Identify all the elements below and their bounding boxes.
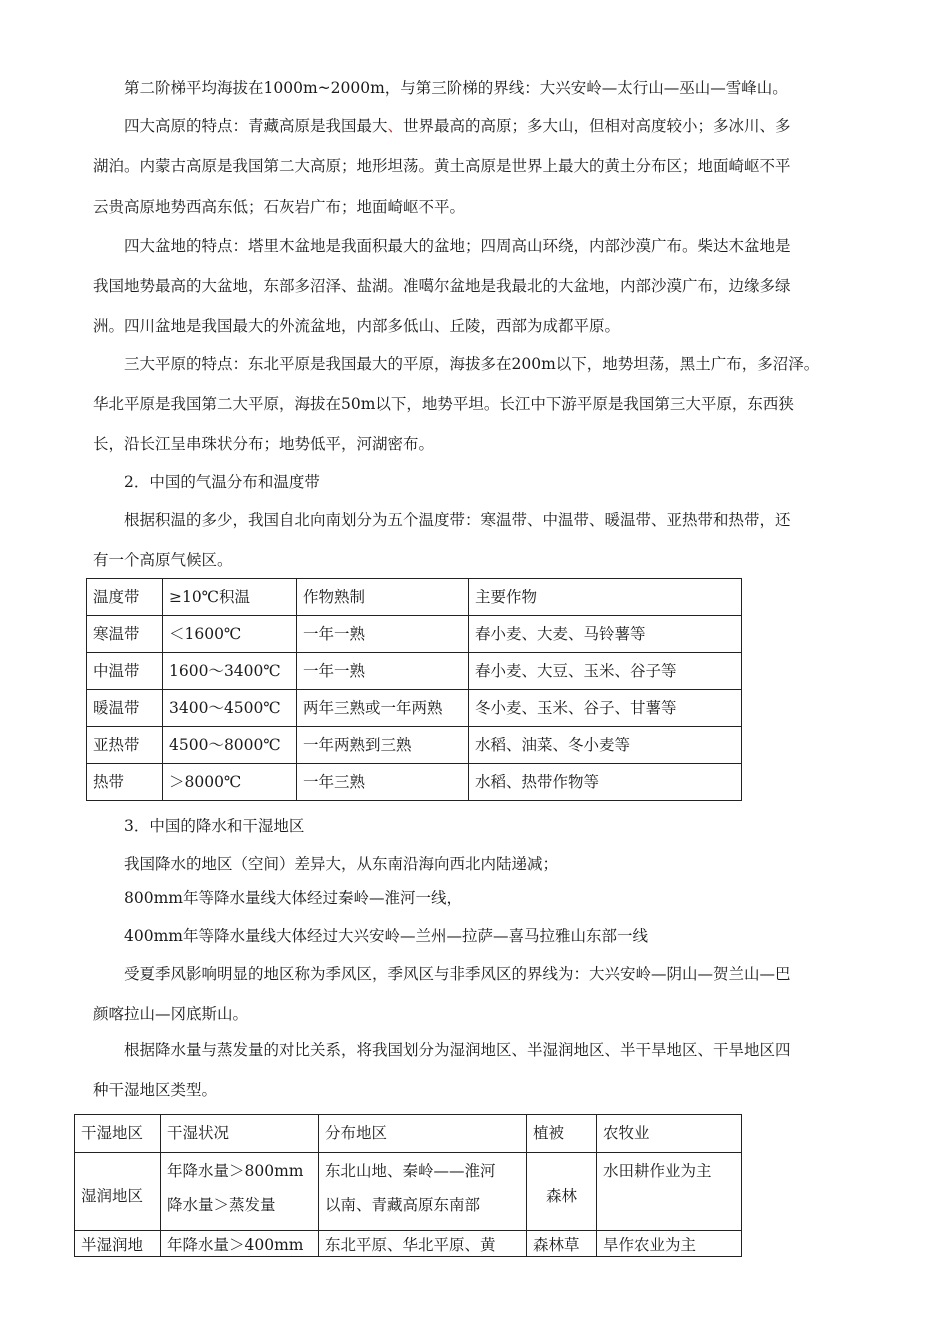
table-cell: 一年一熟 [297, 616, 469, 653]
plateaus-red-mark: 、 [387, 117, 404, 135]
table-cell: 年降水量＞400mm [161, 1231, 319, 1257]
paragraph-monsoon-line1: 受夏季风影响明显的地区称为季风区，季风区与非季风区的界线为：大兴安岭—阴山—贺兰山—巴 [124, 965, 791, 983]
paragraph-monsoon-line2: 颜喀拉山—冈底斯山。 [93, 1005, 249, 1023]
table-row [87, 690, 742, 727]
table-row [75, 1231, 742, 1257]
paragraph-plains-line2: 华北平原是我国第二大平原，海拔在50m以下，地势平坦。长江中下游平原是我国第三大平原，东西狭 [93, 395, 794, 413]
paragraph-400mm-line: 400mm年等降水量线大体经过大兴安岭—兰州—拉萨—喜马拉雅山东部一线 [124, 927, 648, 945]
paragraph-plateaus-line2: 湖泊。内蒙古高原是我国第二大高原；地形坦荡。黄土高原是世界上最大的黄土分布区；地面崎岖不平 [93, 157, 791, 175]
cell-line: 以南、青藏高原东南部 [325, 1196, 481, 1214]
table-cell: 水田耕作业为主 [597, 1153, 742, 1231]
table-row [87, 727, 742, 764]
plateaus-text-c: 世界最高的高原；多大山，但相对高度较小；多冰川、多 [403, 117, 791, 135]
table-header-cell: ≥10℃积温 [163, 579, 297, 616]
table-cell: 中温带 [87, 653, 163, 690]
table-cell: 半湿润地 [75, 1231, 161, 1257]
cell-line: 降水量＞蒸发量 [167, 1196, 276, 1214]
table-cell: 森林草 [527, 1231, 597, 1257]
cell-line: 东北山地、秦岭——淮河 [325, 1162, 496, 1180]
paragraph-temperature-zones-line1: 根据积温的多少，我国自北向南划分为五个温度带：寒温带、中温带、暖温带、亚热带和热带，还 [124, 511, 791, 529]
paragraph-plains-line3: 长，沿长江呈串珠状分布；地势低平，河湖密布。 [93, 435, 435, 453]
paragraph-temperature-zones-line2: 有一个高原气候区。 [93, 551, 233, 569]
paragraph-basins-line3: 洲。四川盆地是我国最大的外流盆地，内部多低山、丘陵，西部为成都平原。 [93, 317, 621, 335]
paragraph-800mm-line: 800mm年等降水量线大体经过秦岭—淮河一线， [124, 889, 462, 907]
table-cell: 水稻、油菜、冬小麦等 [469, 727, 742, 764]
table-cell: 亚热带 [87, 727, 163, 764]
table-header-row [87, 579, 742, 616]
table-cell: 一年一熟 [297, 653, 469, 690]
table-cell: 一年三熟 [297, 764, 469, 801]
table-header-cell: 分布地区 [319, 1115, 527, 1153]
table-cell: 冬小麦、玉米、谷子、甘薯等 [469, 690, 742, 727]
table-row [75, 1153, 742, 1231]
table-cell: 春小麦、大豆、玉米、谷子等 [469, 653, 742, 690]
table-cell: 旱作农业为主 [597, 1231, 742, 1257]
table-row [87, 764, 742, 801]
paragraph-dry-wet-line2: 种干湿地区类型。 [93, 1081, 218, 1099]
table-cell: ＞8000℃ [163, 764, 297, 801]
table-cell: 热带 [87, 764, 163, 801]
paragraph-dry-wet-line1: 根据降水量与蒸发量的对比关系，将我国划分为湿润地区、半湿润地区、半干旱地区、干旱地区四 [124, 1041, 791, 1059]
table-row [87, 653, 742, 690]
section-heading-precipitation: 3．中国的降水和干湿地区 [124, 817, 305, 835]
table-header-cell: 温度带 [87, 579, 163, 616]
table-cell [161, 1153, 319, 1231]
table-header-cell: 作物熟制 [297, 579, 469, 616]
table-cell: 寒温带 [87, 616, 163, 653]
table-header-row [75, 1115, 742, 1153]
plateaus-text-a: 四大高原的特点：青藏高原是我国最大 [124, 117, 388, 135]
table-cell: 水稻、热带作物等 [469, 764, 742, 801]
paragraph-second-step: 第二阶梯平均海拔在1000m~2000m，与第三阶梯的界线：大兴安岭—太行山—巫山—雪峰山。 [124, 79, 788, 97]
table-row [87, 616, 742, 653]
table-header-cell: 植被 [527, 1115, 597, 1153]
table-cell: 3400～4500℃ [163, 690, 297, 727]
dry-wet-region-table [74, 1114, 742, 1257]
paragraph-plateaus-line3: 云贵高原地势西高东低；石灰岩广布；地面崎岖不平。 [93, 198, 466, 216]
section-heading-temperature: 2．中国的气温分布和温度带 [124, 473, 320, 491]
table-cell: 两年三熟或一年两熟 [297, 690, 469, 727]
table-cell: 一年两熟到三熟 [297, 727, 469, 764]
table-cell: 森林 [527, 1153, 597, 1231]
paragraph-plains-line1: 三大平原的特点：东北平原是我国最大的平原，海拔多在200m以下，地势坦荡，黑土广布，多沼泽。 [124, 355, 820, 373]
temperature-zone-table [86, 578, 742, 801]
table-cell: 暖温带 [87, 690, 163, 727]
table-header-cell: 干湿地区 [75, 1115, 161, 1153]
table-cell: ＜1600℃ [163, 616, 297, 653]
table-cell [319, 1153, 527, 1231]
table-header-cell: 干湿状况 [161, 1115, 319, 1153]
table-cell: 1600～3400℃ [163, 653, 297, 690]
table-cell: 湿润地区 [75, 1153, 161, 1231]
table-header-cell: 农牧业 [597, 1115, 742, 1153]
table-header-cell: 主要作物 [469, 579, 742, 616]
cell-line: 年降水量＞800mm [167, 1162, 304, 1180]
table-cell: 春小麦、大麦、马铃薯等 [469, 616, 742, 653]
table-cell: 4500～8000℃ [163, 727, 297, 764]
paragraph-plateaus-line1 [124, 116, 791, 136]
paragraph-basins-line1: 四大盆地的特点：塔里木盆地是我面积最大的盆地；四周高山环绕，内部沙漠广布。柴达木盆地是 [124, 237, 791, 255]
paragraph-basins-line2: 我国地势最高的大盆地，东部多沼泽、盐湖。准噶尔盆地是我最北的大盆地，内部沙漠广布，边缘多绿 [93, 277, 791, 295]
table-cell: 东北平原、华北平原、黄 [319, 1231, 527, 1257]
paragraph-precipitation-difference: 我国降水的地区（空间）差异大，从东南沿海向西北内陆递减； [124, 855, 559, 873]
